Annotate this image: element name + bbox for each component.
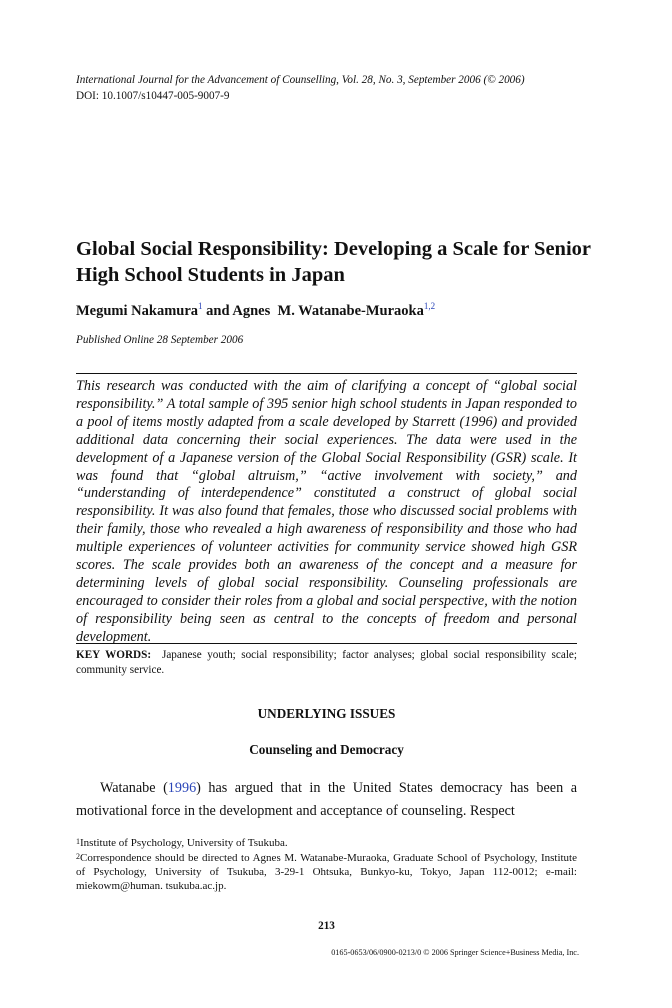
footnote-1-mark: 1 xyxy=(76,837,80,846)
footnote-2 xyxy=(76,851,577,894)
body-paragraph xyxy=(76,777,577,823)
author-conjunction: and xyxy=(206,303,230,319)
published-date: Published Online 28 September 2006 xyxy=(76,334,244,346)
section-heading: UNDERLYING ISSUES xyxy=(257,706,396,721)
author-1: Megumi Nakamura xyxy=(76,303,199,319)
article-title: Global Social Responsibility: Developing a Scale for Senior High School Students in Japan xyxy=(76,238,591,286)
footnote-2-text: Correspondence should be directed to Agnes M. Watanabe-Muraoka, Graduate School of Psychology, Institute of Psychology, University of Tsukuba, 3-29-1 Ohtsuka, Bunkyo-ku, Tokyo, Japan 112-0012; e-mail: miekowm@human. tsukuba.ac.jp. xyxy=(76,852,577,893)
footnote-1 xyxy=(76,836,577,850)
citation-link[interactable]: 1996 xyxy=(167,780,197,796)
copyright-line: 0165-0653/06/0900-0213/0 © 2006 Springer Science+Business Media, Inc. xyxy=(331,948,579,957)
body-text-pre: Watanabe ( xyxy=(100,780,168,796)
author-line xyxy=(76,303,435,320)
author-1-affiliation[interactable]: 1 xyxy=(198,301,203,311)
doi[interactable]: DOI: 10.1007/s10447-005-9007-9 xyxy=(76,90,230,102)
subsection-heading: Counseling and Democracy xyxy=(249,742,404,757)
page-number: 213 xyxy=(318,920,335,932)
abstract-bottom-rule xyxy=(76,643,577,644)
footnote-1-text: Institute of Psychology, University of Tsukuba. xyxy=(80,837,288,849)
keywords xyxy=(76,648,577,677)
body-text-post: ) has argued that in the United States democracy has been a motivational force in the development and acceptance of counseling. Respect xyxy=(76,780,577,819)
footnote-2-mark: 2 xyxy=(76,852,80,861)
abstract: This research was conducted with the aim of clarifying a concept of “global social responsibility.” A total sample of 395 senior high school students in Japan responded to a pool of items mostly adapted from a scale developed by Starrett (1996) and provided additional data concerning their social experiences. The data were used in the development of a Japanese version of the Global Social Responsibility (GSR) scale. It was found that “global altruism,” “active involvement with society,” and “understanding of interdependence” constituted a construct of global social responsibility. It was also found that females, those who discussed social problems with their family, those who revealed a high awareness of responsibility and those who had multiple experiences of volunteer activities for community service showed high GSR scores. The scale provides both an awareness of the concept and a measure for determining levels of global social responsibility. Counseling professionals are encouraged to consider their roles from a global and social perspective, with the notion of responsibility being seen as central to the concepts of freedom and personal development. xyxy=(76,378,577,645)
journal-header xyxy=(76,72,525,104)
keywords-text: Japanese youth; social responsibility; factor analyses; global social responsibility scale; community service. xyxy=(76,649,578,676)
author-2: Agnes M. Watanabe-Muraoka xyxy=(232,303,424,319)
abstract-top-rule xyxy=(76,373,577,374)
keywords-label: KEY WORDS: xyxy=(76,649,152,661)
author-2-affiliation[interactable]: 1,2 xyxy=(423,301,436,311)
journal-citation: International Journal for the Advancement of Counselling, Vol. 28, No. 3, September 2006 (© 2006) xyxy=(76,74,525,86)
